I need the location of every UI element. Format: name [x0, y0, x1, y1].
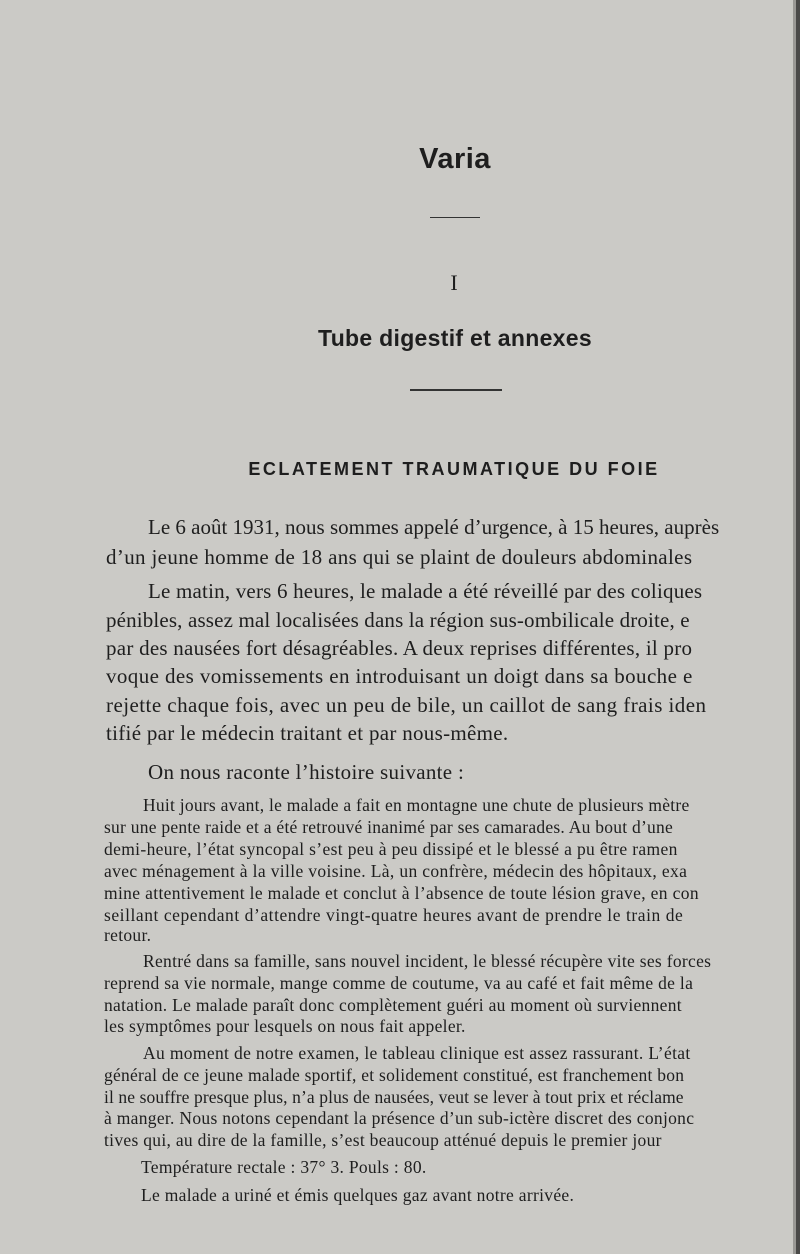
small-line: mine attentivement le malade et conclut à l’absence de toute lésion grave, en con [104, 883, 699, 903]
small-line: Huit jours avant, le malade a fait en montagne une chute de plusieurs mètre [143, 795, 690, 815]
small-line: natation. Le malade paraît donc complètement guéri au moment où surviennent [104, 995, 682, 1015]
section-title: Tube digestif et annexes [318, 325, 592, 351]
small-line: Rentré dans sa famille, sans nouvel incident, le blessé récupère vite ses forces [143, 951, 712, 971]
small-line: avec ménagement à la ville voisine. Là, un confrère, médecin des hôpitaux, exa [104, 861, 688, 881]
small-line: les symptômes pour lesquels on nous fait appeler. [104, 1016, 466, 1036]
body-line: Le matin, vers 6 heures, le malade a été réveillé par des coliques [148, 579, 703, 603]
part-number: I [450, 270, 458, 295]
body-line: rejette chaque fois, avec un peu de bile, un caillot de sang frais iden [106, 693, 707, 717]
body-line: voque des vomissements en introduisant un doigt dans sa bouche e [106, 664, 693, 688]
section-divider [410, 389, 502, 391]
small-line: général de ce jeune malade sportif, et solidement constitué, est franchement bon [104, 1065, 685, 1085]
body-line: tifié par le médecin traitant et par nous-même. [106, 721, 509, 745]
small-line: Au moment de notre examen, le tableau clinique est assez rassurant. L’état [143, 1043, 691, 1063]
body-line: Le 6 août 1931, nous sommes appelé d’urgence, à 15 heures, auprès [148, 515, 720, 539]
small-line: Le malade a uriné et émis quelques gaz avant notre arrivée. [141, 1185, 575, 1205]
small-line: demi-heure, l’état syncopal s’est peu à peu dissipé et le blessé a pu être ramen [104, 839, 678, 859]
body-line: d’un jeune homme de 18 ans qui se plaint de douleurs abdominales [106, 545, 693, 569]
page-title: Varia [419, 143, 491, 175]
small-line: retour. [104, 925, 152, 945]
body-line: pénibles, assez mal localisées dans la région sus-ombilicale droite, e [106, 608, 690, 632]
body-line: On nous raconte l’histoire suivante : [148, 760, 465, 784]
small-line: Température rectale : 37° 3. Pouls : 80. [141, 1157, 427, 1177]
small-line: sur une pente raide et a été retrouvé inanimé par ses camarades. Au bout d’une [104, 817, 674, 837]
small-line: seillant cependant d’attendre vingt-quatre heures avant de prendre le train de [104, 905, 684, 925]
small-line: reprend sa vie normale, mange comme de coutume, va au café et fait même de la [104, 973, 694, 993]
title-divider [430, 217, 480, 218]
body-line: par des nausées fort désagréables. A deux reprises différentes, il pro [106, 636, 693, 660]
small-line: il ne souffre presque plus, n’a plus de nausées, veut se lever à tout prix et réclame [104, 1087, 684, 1107]
small-line: à manger. Nous notons cependant la présence d’un sub-ictère discret des conjonc [104, 1108, 695, 1128]
article-heading: ECLATEMENT TRAUMATIQUE DU FOIE [248, 459, 660, 479]
small-line: tives qui, au dire de la famille, s’est beaucoup atténué depuis le premier jour [104, 1130, 662, 1150]
